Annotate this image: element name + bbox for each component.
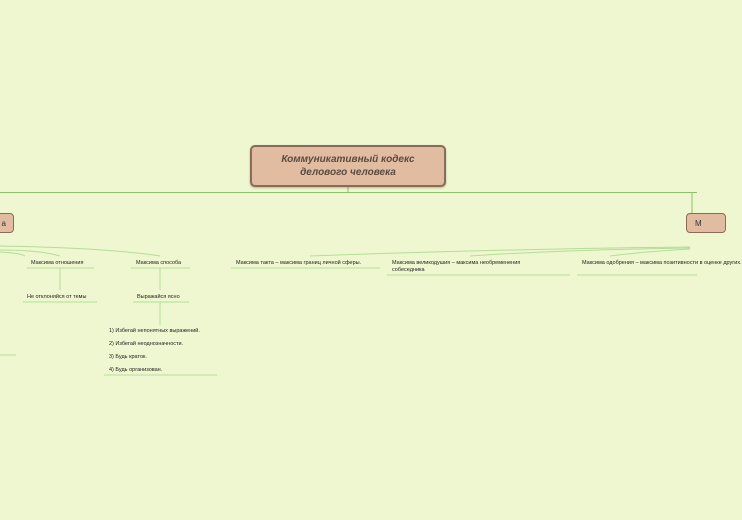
left-branch-node[interactable] [0, 213, 14, 233]
rule-item-4[interactable]: 4) Будь организован. [109, 367, 163, 373]
topic-maxim-approval[interactable]: Максима одобрения – максима позитивности в оценке других. [582, 260, 742, 266]
central-topic-title: Коммуникативный кодекс делового человека [281, 154, 415, 178]
central-topic[interactable] [250, 145, 446, 187]
topic-express-clearly[interactable]: Выражайся ясно [137, 294, 180, 300]
topic-maxim-tact[interactable]: Максима такта – максима границ личной сферы. [236, 260, 362, 266]
right-branch-node[interactable] [686, 213, 726, 233]
rule-item-2[interactable]: 2) Избегай неоднозначности. [109, 341, 184, 347]
topic-maxim-relation[interactable]: Максима отношения [31, 260, 84, 266]
topic-maxim-manner[interactable]: Максима способа [136, 260, 182, 266]
topic-maxim-generosity[interactable]: Максима великодушия – максима необременения собеседника [392, 260, 521, 273]
right-branch-label: М [695, 218, 702, 228]
topic-stay-on-topic[interactable]: Не отклоняйся от темы [27, 294, 87, 300]
rule-item-1[interactable]: 1) Избегай непонятных выражений. [109, 328, 200, 334]
left-branch-label: а [1, 218, 6, 228]
rule-item-3[interactable]: 3) Будь краток. [109, 354, 147, 360]
